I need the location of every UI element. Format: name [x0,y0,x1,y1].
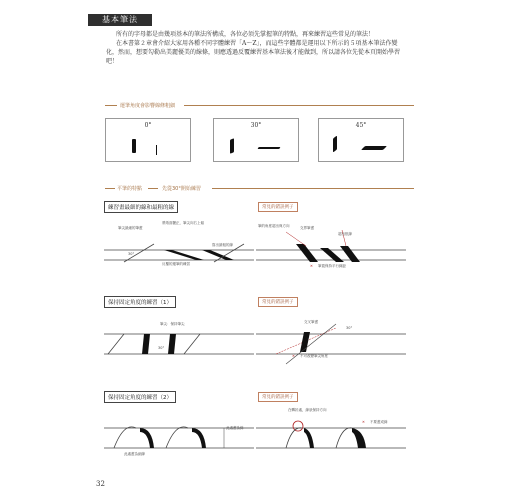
divider [184,105,414,106]
note: 此處畫為細線 [124,452,145,456]
divider [105,105,117,106]
divider [105,188,115,189]
angle-box-30 [213,118,299,162]
stroke [230,138,234,153]
practice-3-title: 保持固定角度的練習（2） [104,391,176,403]
stroke [333,136,337,153]
note: 30° [158,346,165,350]
error-note: 超出框線 [338,232,352,236]
angle-label: 0° [144,122,152,129]
error-note: 30° [346,326,353,330]
practice-2-title: 保持固定角度的練習（1） [104,296,176,308]
error-note: 在轉折處，線狀保持方向 [288,408,327,412]
practice-1-tag: 常見的錯誤例子 [258,202,298,212]
note: 將紙面擺正，筆尖向右上傾 [162,221,204,225]
intro-text [106,30,406,66]
note: 反覆的運筆的練習 [162,262,190,266]
error-note: 不要畫成線 [370,420,388,424]
note: 此處畫為線 [226,426,244,430]
angle-label: 30° [250,122,262,129]
section-2-label-right: 先從30°開始練習 [162,186,201,192]
stroke [257,147,280,149]
error-note: 交叉筆畫 [304,320,318,324]
note: 筆尖：保持筆尖 [160,322,185,326]
note: 30° [128,252,135,256]
section-2-label-left: 平筆的特點 [117,186,143,192]
error-mark: ✕ [310,264,313,268]
intro-paragraph-1: 所有的字母都是由幾項基本的筆法所構成，各位必須先掌握筆的特點，再來練習這些常見的筆法！ [116,31,375,38]
error-note: 不可改變筆尖角度 [300,354,328,358]
practice-1-error-diagram [256,222,406,282]
stroke [132,139,136,153]
divider [212,188,414,189]
error-note: 筆寬保持平行線距 [318,264,346,268]
page-number: 32 [96,480,105,488]
error-mark: ✕ [362,420,365,424]
intro-paragraph-2: 在本書第２章會介紹大家用各種不同字體練習「A～Z」，而這些字體都是運用以下所示的５項基本筆法作變化，然而，想要勾勒出美麗優美的線條，則應透過反覆練習基本筆法後才能做到，所以請各位先從本頁開始學習吧！ [106,40,401,65]
note: 筆尖最細的筆畫 [118,226,143,230]
stroke [156,145,157,155]
practice-2-tag: 常見的錯誤例子 [258,297,298,307]
error-note: 筆的角度超出與方向 [258,224,290,228]
note: 寫出最粗的線 [212,243,233,247]
practice-1-diagram [104,222,254,282]
angle-box-45 [318,118,404,162]
practice-3-tag: 常見的錯誤例子 [258,392,298,402]
divider [148,188,158,189]
section-1-label: 運筆角度會影響線條粗細 [120,103,176,109]
practice-1-title: 練習畫最細的線和最粗的線 [104,201,178,213]
stroke [361,146,387,150]
angle-label: 45° [355,122,367,129]
error-note: 交界筆畫 [300,226,314,230]
angle-box-0 [105,118,191,162]
section-tag: 基本筆法 [88,14,152,26]
practice-2-error-diagram [256,318,406,368]
error-mark: ✕ [292,354,295,358]
